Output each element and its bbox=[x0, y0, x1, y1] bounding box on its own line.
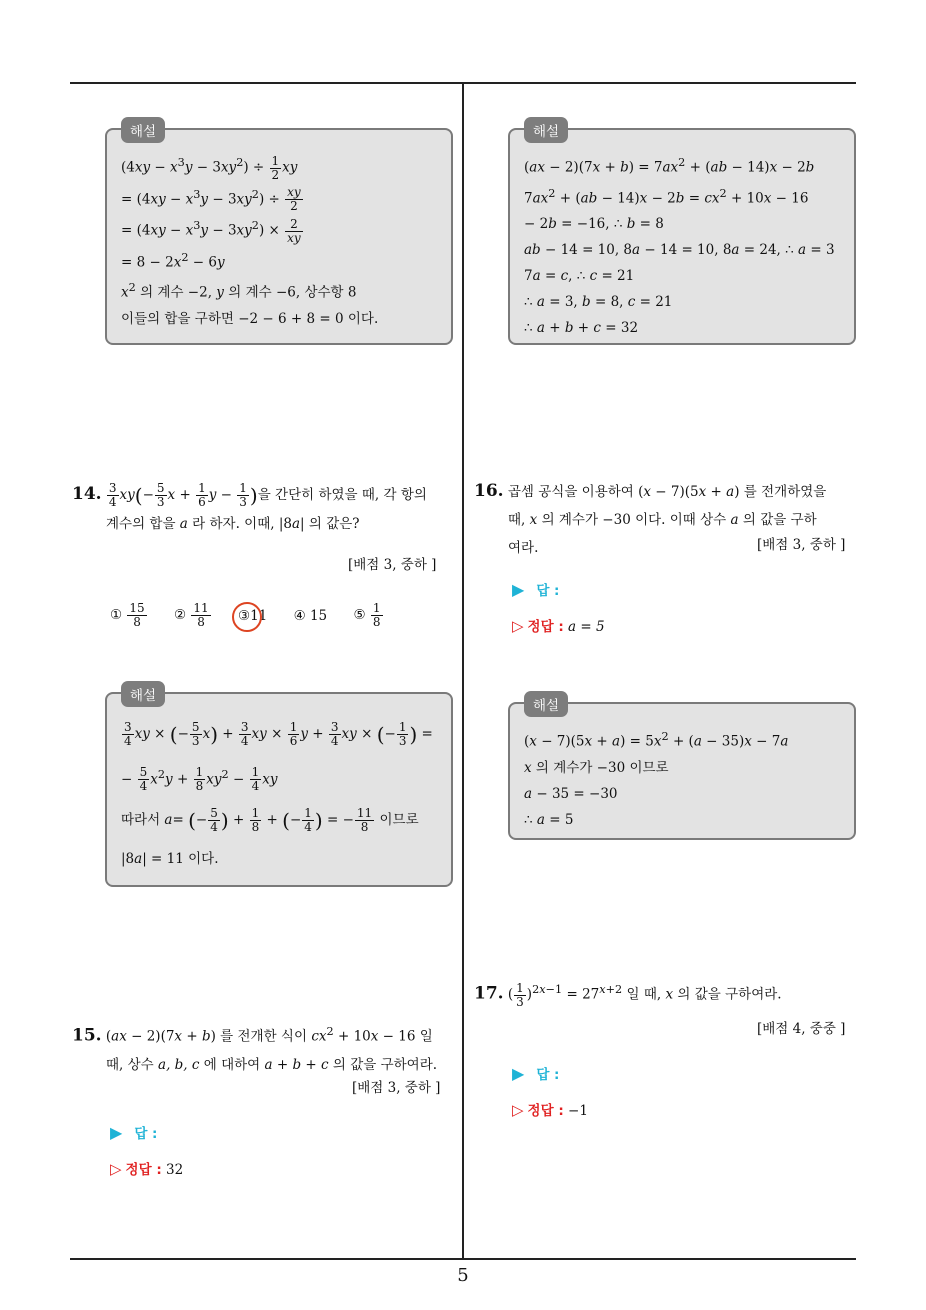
q14-number: 14. bbox=[72, 484, 102, 504]
red-circle-mark bbox=[232, 602, 262, 632]
q15-sol-line2: $7ax^2 + (ab - 14)x - 2b = cx^2 + 10x - 16$ bbox=[524, 186, 809, 206]
q14-option-2[interactable]: ② $\frac{11}{8}$ bbox=[173, 601, 209, 629]
column-divider bbox=[462, 83, 464, 1259]
q14-sol-line2: − $\frac{5}{4}$ $x^2y$ + $\frac{1}{8}$ $xy^2$ − $\frac{1}{4}$ xy bbox=[121, 765, 278, 793]
q16-number: 16. bbox=[474, 481, 504, 501]
q15-sol-line7: ∴ a + b + c = 32 bbox=[524, 320, 639, 336]
play-icon: ▶ bbox=[512, 580, 525, 599]
q14-options bbox=[110, 602, 406, 629]
solution-tag: 해설 bbox=[524, 691, 568, 717]
q15-sol-line6: ∴ a = 3, b = 8, c = 21 bbox=[524, 294, 673, 310]
q16-solution-box bbox=[508, 698, 856, 840]
q16-sol-line1: $(x - 7)(5x + a) = 5x^2 + (a - 35)x - 7a$ bbox=[524, 730, 789, 750]
q17-number: 17. bbox=[474, 983, 504, 1004]
q16-score: [배점 3, 중하 ] bbox=[757, 537, 846, 553]
q14-question: 14. $\frac{3}{4}$ xy(− $\frac{5}{3}$ x + $\frac{1}{6}$ y − $\frac{1}{3}$ )을 간단히 하였을 때, 각 항의 계수의 합을 a 라 하자. 이때, |8a| 의 값은? bbox=[72, 481, 427, 532]
q16-correct-row: ▷ 정답 : a = 5 bbox=[512, 617, 605, 635]
q16-sol-line2: x 의 계수가 −30 이므로 bbox=[524, 759, 669, 776]
outline-play-icon: ▷ bbox=[110, 1160, 122, 1178]
q16-answer-row: ▶ 답 : bbox=[512, 580, 560, 599]
outline-play-icon: ▷ bbox=[512, 1101, 524, 1119]
q14-option-3[interactable]: ③11 bbox=[238, 608, 267, 624]
solution-tag: 해설 bbox=[121, 117, 165, 143]
q13-sol-line2: = $(4xy - x^3y - 3xy^2)$ ÷ $\frac{xy}{2}$ bbox=[121, 185, 301, 213]
q15-question: 15. (ax − 2)(7x + b) 를 전개한 식이 $cx^2 + 10x - 16$ 일 때, 상수 a, b, c 에 대하여 a + b + c 의 값을 구하여라. bbox=[72, 1025, 438, 1073]
q17-correct-row: ▷ 정답 : −1 bbox=[512, 1101, 588, 1119]
solution-tag: 해설 bbox=[121, 681, 165, 707]
q17-answer-row: ▶ 답 : bbox=[512, 1064, 560, 1083]
q13-sol-line4: = $8 - 2x^2 - 6y$ bbox=[121, 250, 225, 270]
q13-sol-line5: $x^2$ 의 계수 −2, y 의 계수 −6, 상수항 8 bbox=[121, 281, 357, 301]
q15-sol-line3: − 2b = −16, ∴ b = 8 bbox=[524, 216, 664, 232]
q14-solution-box bbox=[105, 688, 453, 887]
outline-play-icon: ▷ bbox=[512, 617, 524, 635]
q15-number: 15. bbox=[72, 1025, 102, 1046]
q13-sol-line1: $(4xy - x^3y - 3xy^2)$ ÷ $\frac{1}{2}$ xy bbox=[121, 153, 298, 182]
q15-score: [배점 3, 중하 ] bbox=[352, 1080, 441, 1096]
q15-correct-row: ▷ 정답 : 32 bbox=[110, 1160, 184, 1178]
bottom-rule bbox=[70, 1258, 856, 1260]
play-icon: ▶ bbox=[512, 1064, 525, 1083]
q13-sol-line6: 이들의 합을 구하면 −2 − 6 + 8 = 0 이다. bbox=[121, 310, 379, 327]
q14-sol-line3: 따라서 a= (− $\frac{5}{4}$ ) + $\frac{1}{8}$ + (− $\frac{1}{4}$ ) = − $\frac{11}{8}$ 이므로 bbox=[121, 806, 419, 834]
q16-sol-line3: a − 35 = −30 bbox=[524, 785, 618, 802]
q13-solution-box bbox=[105, 124, 453, 345]
q15-answer-row: ▶ 답 : bbox=[110, 1123, 158, 1142]
q14-option-5[interactable]: ⑤ $\frac{1}{8}$ bbox=[353, 601, 381, 629]
play-icon: ▶ bbox=[110, 1123, 123, 1142]
q15-sol-line5: 7a = c, ∴ c = 21 bbox=[524, 268, 635, 284]
q16-sol-line4: ∴ a = 5 bbox=[524, 811, 574, 828]
page-number: 5 bbox=[457, 1265, 469, 1286]
q15-sol-line4: ab − 14 = 10, 8a − 14 = 10, 8a = 24, ∴ a = 3 bbox=[524, 242, 835, 258]
q14-sol-line4: |8a| = 11 이다. bbox=[121, 850, 219, 867]
solution-tag: 해설 bbox=[524, 117, 568, 143]
q14-sol-line1: $\frac{3}{4}$ xy × (− $\frac{5}{3}$ x) + $\frac{3}{4}$ xy × $\frac{1}{6}$ y + $\frac{3}{4}$ xy × (− $\frac{1}{3}$ ) = bbox=[124, 720, 433, 748]
q14-score: [배점 3, 중하 ] bbox=[348, 557, 437, 573]
q17-score: [배점 4, 중중 ] bbox=[757, 1021, 846, 1037]
q15-solution-box bbox=[508, 124, 856, 345]
q14-option-1[interactable]: ① $\frac{15}{8}$ bbox=[110, 601, 145, 629]
q17-question: 17. ( $\frac{1}{3}$ )$^{2x-1} = 27^{x+2}$ 일 때, x 의 값을 구하여라. bbox=[474, 980, 782, 1009]
q13-sol-line3: = $(4xy - x^3y - 3xy^2)$ × $\frac{2}{xy}$ bbox=[121, 216, 301, 245]
q15-sol-line1: $(ax - 2)(7x + b) = 7ax^2 + (ab - 14)x - 2b$ bbox=[524, 156, 815, 176]
q14-option-4[interactable]: ④ 15 bbox=[293, 607, 328, 624]
q16-question: 16. 곱셈 공식을 이용하여 (x − 7)(5x + a) 를 전개하였을 때, x 의 계수가 −30 이다. 이때 상수 a 의 값을 구하 여라. bbox=[474, 481, 827, 556]
